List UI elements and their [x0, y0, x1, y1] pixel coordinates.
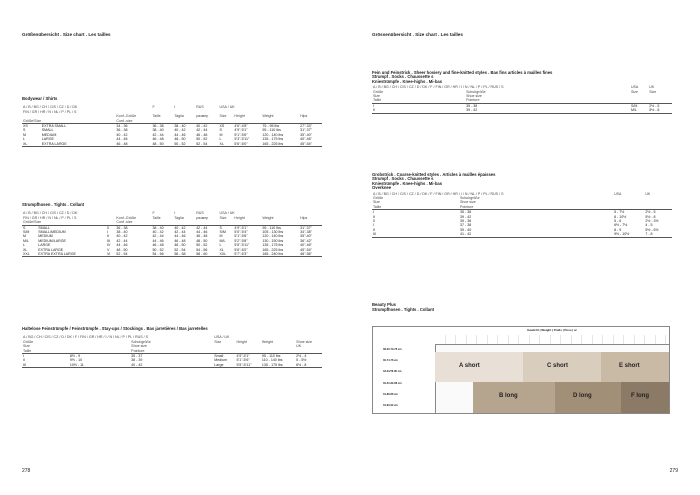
coarse-subtitle-kneehighs: Kniestrümpfe . Knee-highs . Mi-bas: [372, 180, 443, 186]
col-group-usa: USA / UK: [219, 105, 235, 110]
table-cell: 120 - 140 lbs: [262, 234, 284, 239]
chart-row-label: 34-86-88 cm: [383, 393, 398, 396]
stayups-title: Haltelose Feinstrümpfe / Feinstrümpfe . Stay-ups / Stockings . Bas jarretières / Bas jarretelles: [22, 326, 208, 331]
table-cell: S/M: [23, 230, 30, 235]
table-cell: 40 - 42: [196, 124, 208, 129]
table-cell: EXTRA EXTRA LARGE: [37, 252, 106, 257]
table-cell: 46 - 48: [152, 243, 164, 248]
table-cell: 48 - 50: [151, 142, 173, 147]
table-cell: 52 - 54: [195, 142, 218, 147]
table-cell: 46 - 48: [152, 137, 164, 142]
coarse-rows: [372, 210, 672, 237]
table-cell: 39 - 42: [460, 214, 472, 219]
table-cell: 48 - 50: [196, 238, 208, 243]
table-cell: 0: [373, 219, 375, 224]
table-cell: 42 - 44: [196, 225, 208, 230]
chart-corner: [373, 327, 436, 345]
table-cell: 42 - 44: [174, 230, 186, 235]
table-cell: 39 - 42: [465, 108, 630, 113]
table-cell: 45"-54": [299, 142, 322, 147]
tights-title: Strumpfhosen . Tights . Collant: [22, 202, 85, 207]
table-cell: L: [219, 243, 222, 248]
table-cell: 44 - 46: [174, 234, 186, 239]
table-cell: 110 - 140 lbs: [261, 358, 283, 363]
table-cell: S: [23, 225, 26, 230]
table-cell: 5 - 6: [614, 219, 622, 224]
table-cell: 42 - 44: [116, 238, 128, 243]
table-cell: 58 - 60: [195, 252, 218, 257]
table-cell: 42 - 44: [152, 234, 164, 239]
table-cell: 44 - 46: [116, 137, 128, 142]
table-cell: 40 - 42: [152, 230, 164, 235]
table-cell: 5 - 5½: [296, 358, 307, 363]
table-cell: SMALL: [41, 128, 54, 133]
table-cell: 48 - 50: [174, 243, 186, 248]
table-row: [372, 232, 672, 237]
table-cell: 8½ - 9: [69, 354, 81, 359]
table-cell: 9½ - 10½: [613, 232, 644, 237]
table-cell: M: [23, 132, 26, 137]
bodywear-section: [22, 96, 322, 147]
table-cell: Medium: [214, 358, 228, 363]
table-cell: 46 - 48: [115, 142, 151, 147]
stayups-table: A / BG / CH / CIS / CZ / D / DK / F / FIN / GR / HR / I / N / NL / P / PL / RUS / S USA / UK Größe Schuhgröße Size Height Weight Shoe size Size Shoe size UK Taille Pointure I 8½ - 9 35 - 37 Small 4'9"-5'1" 95 - 110 lbs 2½ - 4 II 9½ - 10 38 - 39 Medium 5'1"-5'6" 110 - 140 lbs 5 - 5½ III 10½ - 11 40 - 42 Large 5'5"-5'11" 135 - 175 lbs 6½ - 8: [22, 335, 322, 368]
table-row: [22, 252, 322, 257]
table-cell: 8 - 10½: [614, 214, 627, 219]
table-cell: 46 - 48: [174, 238, 186, 243]
table-cell: 38 - 40: [174, 124, 186, 129]
table-cell: S: [23, 128, 26, 133]
table-cell: M: [219, 234, 223, 239]
table-cell: 5½ - 8: [648, 108, 672, 113]
coarse-subtitle-overknee: Overknee: [372, 185, 392, 191]
table-cell: 5½ - 6½: [645, 227, 659, 232]
table-cell: SMALL/MEDIUM: [38, 230, 66, 235]
table-cell: 2½ - 5: [645, 210, 656, 215]
table-cell: LARGE: [38, 243, 51, 248]
table-cell: 44 - 46: [174, 132, 186, 137]
table-cell: 4'9"-5'1": [236, 354, 250, 359]
table-cell: XL: [219, 247, 224, 252]
table-cell: 40 - 42: [174, 225, 186, 230]
table-cell: 54 - 56: [151, 252, 173, 257]
table-cell: M: [219, 132, 223, 137]
table-cell: LARGE: [41, 137, 54, 142]
table-cell: II: [106, 234, 109, 239]
table-cell: 40 - 42: [116, 234, 128, 239]
table-cell: M/L: [219, 238, 226, 243]
table-cell: I: [373, 223, 374, 228]
table-cell: II: [23, 358, 25, 363]
coarse-title: Grobstrick . Coarse-knitted styles . Articles à mailles épaisses: [372, 172, 496, 177]
table-cell: 50 - 52: [152, 247, 164, 252]
table-cell: XL: [22, 142, 41, 147]
left-page-header: Größenübersicht . Size chart . Les tailles: [22, 32, 111, 37]
table-cell: 40 - 42: [174, 128, 186, 133]
table-cell: 36 - 38: [116, 128, 128, 133]
table-cell: L: [23, 137, 25, 142]
size-chart-grid: [372, 326, 670, 414]
table-cell: 5'5"-5'11": [236, 363, 261, 368]
table-cell: 5'6"-6'0": [234, 247, 248, 252]
stayups-rows: [22, 354, 322, 368]
table-cell: 6½ - 7½: [614, 223, 628, 228]
chart-row-labels: [373, 344, 436, 413]
table-cell: 37 - 38: [460, 223, 472, 228]
table-cell: IV: [106, 243, 111, 248]
table-cell: 6½ - 8: [295, 363, 322, 368]
table-cell: XXL: [22, 252, 37, 257]
table-cell: 44 - 46: [152, 238, 164, 243]
chart-weight-columns: [435, 335, 669, 344]
table-cell: 75 - 95 lbs: [262, 124, 280, 129]
coarse-subtitle-socks: Strumpf . Socks . Chaussette s: [372, 176, 434, 182]
table-cell: 4'9"-5'1": [234, 128, 248, 133]
table-cell: Small: [214, 354, 224, 359]
table-cell: 2½ - 3½: [645, 219, 659, 224]
table-cell: 185 - 240 lbs: [261, 252, 299, 257]
table-cell: 135 - 175 lbs: [262, 243, 284, 248]
table-cell: S: [219, 128, 222, 133]
table-cell: 42 - 44: [152, 132, 164, 137]
table-cell: 4'9"-5'1": [234, 225, 248, 230]
table-cell: 5'1"-5'6": [234, 132, 248, 137]
sheer-rows: [372, 103, 672, 113]
coarse-section: [372, 172, 672, 238]
table-cell: M: [23, 234, 26, 239]
table-cell: 10½ - 11: [69, 363, 130, 368]
bodywear-title: Bodywear / Shirts: [22, 96, 58, 101]
table-cell: MEDIUM: [41, 132, 57, 137]
table-cell: 35 - 37: [131, 354, 143, 359]
table-cell: SMALL: [38, 225, 50, 230]
table-cell: VI: [106, 252, 115, 257]
table-cell: XL: [23, 247, 28, 252]
table-row: [22, 363, 322, 368]
table-cell: 5'3"-5'11": [234, 137, 250, 142]
table-cell: 165 - 225 lbs: [262, 247, 284, 252]
table-cell: 40 - 42: [130, 363, 213, 368]
tights-table: A / B / BG / CH / CIS / CZ / D / DK F I RUS USA / UK FIN / GR / HR / N / NL / P / PL / S Konf.-Größe Taille Taglia размер Size Height Weight Hips Größe/Size Conf.-size S SMALL 0 36 - 38 38 - 40 40 - 42 42 - 44 S 4'9"-5'1" 95 - 110 lbs 31"-37" S/M SMALL/MEDIUM I 38 - 40 40 - 42 42 - 44 44 - 46 S/M 5'0"-5'4" 105 - 130 lbs 34"-38" M MEDIUM II 40 - 42 42 - 44 44 - 46 46 - 48 M 5'1"-5'6" 120 - 140 lbs 35"-40" M/L MEDIUM/LARGE III 42 - 44 44 - 46 46 - 48 48 - 50 M/L 5'2"-5'8" 130 - 150 lbs 36"-42" L LARGE IV 44 - 46 46 - 48 48 - 50 50 - 52 L 5'5"-5'11" 135 - 175 lbs 40"-46" XL EXTRA LARGE V 48 - 50 50 - 52 52 - 54 54 - 56 XL 5'6"-6'0" 165 - 225 lbs 45"-54" XXL EXTRA EXTRA LARGE VI 52 - 54 54 - 56 56 - 58 58 - 60 XXL 5'7"-6'3" 185 - 240 lbs 48"-56": [22, 211, 322, 257]
tights-rows: [22, 225, 322, 257]
table-cell: 48 - 50: [116, 247, 128, 252]
table-cell: XL: [219, 142, 234, 147]
table-cell: 42 - 44: [196, 128, 208, 133]
table-row: [372, 108, 672, 113]
table-cell: 5 - 7½: [614, 210, 625, 215]
table-cell: EXTRA LARGE: [41, 142, 116, 147]
col-group-f: F: [152, 105, 155, 110]
table-cell: 34"-38": [300, 230, 312, 235]
col-group-i: I: [174, 105, 176, 110]
sheer-subtitle-socks: Strumpf . Socks . Chaussette s: [372, 74, 434, 80]
table-cell: 5'5"-5'11": [234, 243, 250, 248]
table-cell: I: [373, 103, 374, 108]
table-cell: III: [106, 238, 110, 243]
table-cell: 7 - 8: [644, 232, 672, 237]
chart-header-bar: [435, 327, 669, 345]
zone-label: C short: [547, 363, 568, 369]
table-cell: III: [372, 232, 459, 237]
table-cell: 0: [106, 225, 109, 230]
table-cell: 38 - 40: [152, 225, 164, 230]
table-cell: 44 - 46: [116, 243, 128, 248]
table-cell: 54 - 56: [196, 247, 208, 252]
table-cell: S/M: [630, 103, 638, 108]
sheer-subtitle-kneehighs: Kniestrümpfe . Knee-highs . Mi-bas: [372, 78, 443, 84]
table-cell: 56 - 58: [173, 252, 195, 257]
col-group-eu: A / B / BG / CH / CIS / CZ / D / DK: [23, 105, 78, 110]
table-cell: 35"-40": [300, 132, 312, 137]
table-cell: 52 - 54: [174, 247, 186, 252]
table-cell: XS: [23, 124, 28, 129]
table-cell: 40"-46": [300, 137, 312, 142]
sheer-table: A / B / BG / CH / CIS / CZ / D / DK / F / FIN / GR / HR / I / N / NL / P / PL / RUS / S USA UK Größe Schuhgröße Size Size Size Shoe size Taille Pointure I 35 - 38 S/M 2½ - 5 II 39 - 42 M/L 5½ - 8: [372, 85, 672, 113]
table-cell: 36 - 38: [116, 225, 128, 230]
table-cell: 46 - 48: [196, 234, 208, 239]
table-cell: 40 - 42: [116, 132, 128, 137]
table-cell: L: [23, 243, 25, 248]
col-group-rus: RUS: [196, 105, 204, 110]
table-cell: 165 - 225 lbs: [261, 142, 299, 147]
zone-label: B long: [499, 393, 518, 399]
table-cell: 5'7"-6'3": [233, 252, 261, 257]
zone-label: E short: [619, 363, 640, 369]
table-cell: 95 - 110 lbs: [261, 354, 281, 359]
table-cell: II: [373, 214, 375, 219]
table-cell: I: [23, 354, 24, 359]
sheer-title: Fein und Feinstrick . Sheer hosiery and fine-knitted styles . Bas fins articles à mailles fines: [372, 70, 553, 75]
table-cell: 2½ - 5: [649, 103, 660, 108]
table-cell: 46 - 48: [196, 132, 208, 137]
table-cell: 31"-37": [300, 128, 312, 133]
table-cell: 2½ - 4: [296, 354, 307, 359]
chart-row-label: 33-31/76-80 cm: [383, 370, 402, 373]
chart-row-label: 38-30-70-78 cm: [383, 348, 402, 351]
table-cell: 95 - 110 lbs: [262, 225, 281, 230]
table-cell: 41 - 42: [459, 232, 613, 237]
table-cell: 48"-56": [299, 252, 322, 257]
table-cell: EXTRA SMALL: [41, 124, 67, 129]
table-cell: 5'1"-5'6": [234, 234, 248, 239]
coarse-table: A / B / BG / CH / CIS / CZ / D / DK / F / FIN / GR / HR / I / N / NL / P / PL / RUS / S USA UK Größe Schuhgröße Size Shoe size Taille Pointure I 35 - 38 5 - 7½ 2½ - 5 II 39 - 42 8 - 10½ 5½ - 8 0 35 - 36 5 - 6 2½ - 3½ I 37 - 38 6½ - 7½ 4 - 5 II 39 - 40 8 - 9 5½ - 6½ III 41 - 42 9½ - 10½ 7 - 8: [372, 192, 672, 238]
table-cell: 9½ - 10: [69, 358, 83, 363]
table-cell: L: [219, 137, 222, 142]
table-cell: 135 - 175 lbs: [261, 363, 295, 368]
table-cell: 130 - 150 lbs: [262, 238, 284, 243]
table-cell: XXL: [219, 252, 234, 257]
table-cell: 52 - 54: [115, 252, 151, 257]
table-cell: 36"-42": [300, 238, 312, 243]
table-cell: 135 - 175 lbs: [262, 137, 284, 142]
table-cell: 5'6"-6'0": [233, 142, 261, 147]
table-row: [22, 142, 322, 147]
table-cell: 50 - 52: [196, 243, 208, 248]
table-cell: 105 - 130 lbs: [262, 230, 284, 235]
table-cell: 38 - 39: [131, 358, 143, 363]
sheer-section: [372, 70, 672, 114]
bodywear-rows: [22, 124, 322, 147]
table-cell: V: [106, 247, 110, 252]
table-cell: I: [373, 210, 374, 215]
table-cell: 35 - 38: [466, 103, 478, 108]
table-cell: 35 - 38: [460, 210, 472, 215]
table-cell: XS: [219, 124, 225, 129]
table-cell: 44 - 46: [196, 230, 208, 235]
table-cell: 38 - 40: [152, 128, 164, 133]
table-cell: M/L: [630, 108, 648, 113]
table-cell: 36 - 38: [152, 124, 164, 129]
table-cell: 5'2"-5'8": [234, 238, 248, 243]
table-cell: 39 - 40: [460, 227, 472, 232]
table-cell: EXTRA LARGE: [38, 247, 64, 252]
table-cell: 38 - 40: [116, 230, 128, 235]
right-page: [350, 0, 700, 495]
table-cell: 50 - 52: [196, 137, 208, 142]
table-cell: 5'1"-5'6": [236, 358, 250, 363]
tights-section: [22, 202, 322, 257]
table-cell: I: [106, 230, 108, 235]
table-cell: MEDIUM: [38, 234, 53, 239]
zone-label: D long: [573, 393, 592, 399]
chart-row-label: 30-74-76 cm: [383, 359, 398, 362]
beauty-plus-section: [372, 302, 434, 313]
chart-row-label: 34-90-92 cm: [383, 404, 398, 407]
chart-row-label: 32-31-82-88 cm: [383, 382, 402, 385]
table-cell: 5½ - 8: [645, 214, 656, 219]
page-number-left: 278: [22, 468, 31, 474]
table-cell: 50 - 52: [173, 142, 195, 147]
table-cell: 34 - 36: [116, 124, 128, 129]
table-cell: 45"-54": [300, 247, 312, 252]
page-number-right: 279: [669, 468, 678, 474]
table-cell: 4'6"-4'8": [234, 124, 248, 129]
table-cell: 95 - 110 lbs: [262, 128, 281, 133]
table-cell: 31"-37": [300, 225, 312, 230]
chart-header-label: Gewicht | Weight | Poids | Peso | кг: [527, 328, 577, 332]
table-cell: 27"-33": [300, 124, 312, 129]
table-cell: 4 - 5: [645, 223, 653, 228]
zone-label: F long: [631, 393, 649, 399]
table-cell: II: [373, 227, 375, 232]
table-cell: S/M: [219, 230, 226, 235]
table-cell: Large: [213, 363, 235, 368]
table-cell: II: [372, 108, 465, 113]
stayups-section: [22, 326, 322, 368]
table-cell: 48 - 50: [174, 137, 186, 142]
table-cell: 35 - 36: [460, 219, 472, 224]
table-cell: 40"-46": [300, 243, 312, 248]
bodywear-table: A / B / BG / CH / CIS / CZ / D / DK F I RUS USA / UK FIN / GR / HR / N / NL / P / PL / S Konf.-Größe Taille Taglia размер Size Height Weight Hips Größe/Size Conf.-size XS EXTRA SMALL 34 - 36 36 - 38 38 - 40 40 - 42 XS 4'6"-4'8" 75 - 95 lbs 27"-33" S SMALL 36 - 38 38 - 40 40 - 42 42 - 44 S 4'9"-5'1" 95 - 110 lbs 31"-37" M MEDIUM 40 - 42 42 - 44 44 - 46 46 - 48 M 5'1"-5'6" 120 - 140 lbs 35"-40" L LARGE 44 - 46 46 - 48 48 - 50 50 - 52 L 5'3"-5'11" 135 - 175 lbs 40"-46" XL EXTRA LARGE 46 - 48 48 - 50 50 - 52 52 - 54 XL 5'6"-6'0" 165 - 225 lbs 45"-54": [22, 105, 322, 147]
table-cell: S: [219, 225, 222, 230]
table-cell: 5'0"-5'4": [234, 230, 248, 235]
table-cell: 120 - 140 lbs: [262, 132, 284, 137]
beauty-plus-subtitle: Strumpfhosen . Tights . Collant: [372, 307, 435, 313]
table-cell: 8 - 9: [614, 227, 622, 232]
table-cell: III: [22, 363, 69, 368]
beauty-plus-title: Beauty Plus: [372, 302, 396, 307]
table-cell: 35"-40": [300, 234, 312, 239]
right-page-header: Grössenübersicht . Size chart . Les tailles: [372, 32, 463, 37]
table-cell: M/L: [23, 238, 29, 243]
table-cell: MEDIUM/LARGE: [38, 238, 66, 243]
zone-label: A short: [459, 363, 480, 369]
